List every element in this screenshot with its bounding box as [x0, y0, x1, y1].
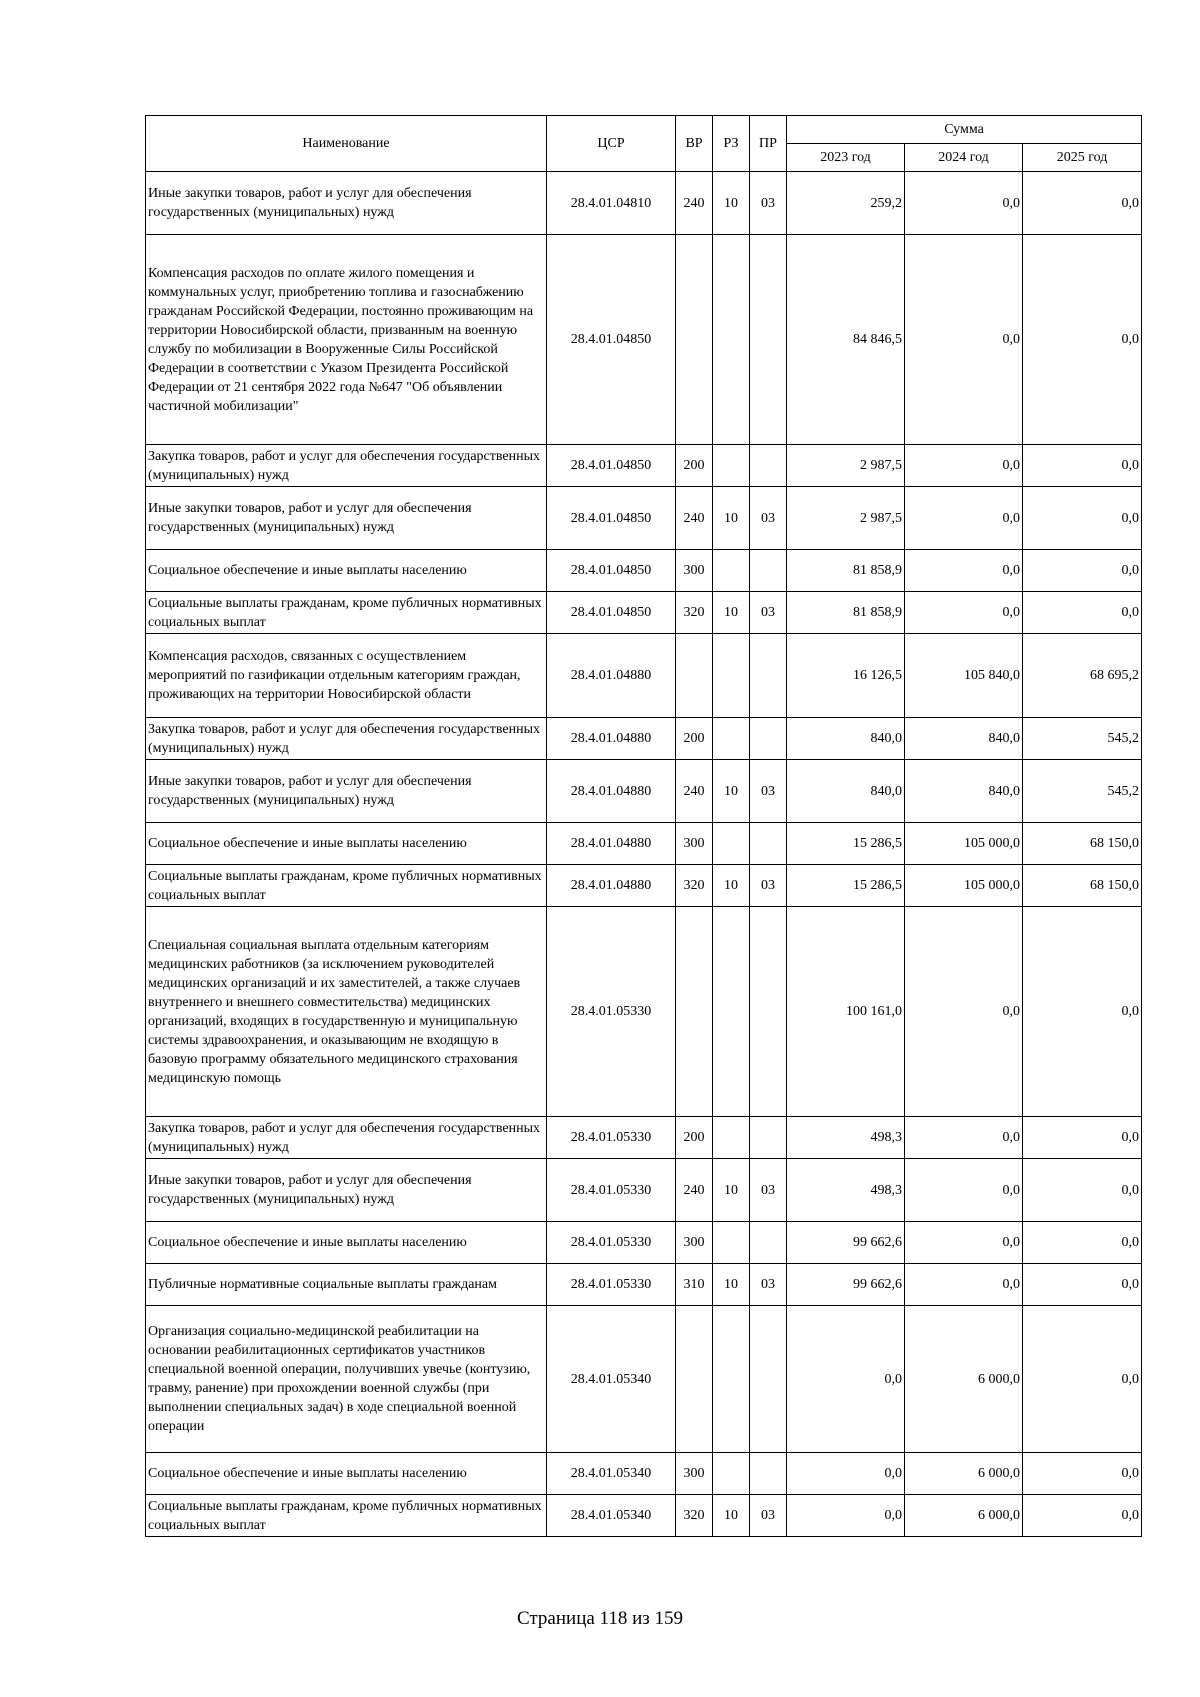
row-csr: 28.4.01.04880	[547, 865, 676, 907]
header-vr: ВР	[676, 116, 713, 172]
row-csr: 28.4.01.05340	[547, 1495, 676, 1537]
row-csr: 28.4.01.04880	[547, 634, 676, 718]
row-rz	[713, 718, 750, 760]
row-csr: 28.4.01.04880	[547, 823, 676, 865]
row-vr: 240	[676, 172, 713, 235]
row-amount-2023: 100 161,0	[787, 907, 905, 1117]
row-vr: 200	[676, 718, 713, 760]
row-amount-2025: 68 150,0	[1023, 865, 1142, 907]
row-amount-2023: 99 662,6	[787, 1222, 905, 1264]
table-row	[146, 1264, 1142, 1306]
row-amount-2025: 0,0	[1023, 592, 1142, 634]
table-row	[146, 1306, 1142, 1453]
row-pr: 03	[750, 1159, 787, 1222]
row-csr: 28.4.01.05340	[547, 1306, 676, 1453]
table-row	[146, 865, 1142, 907]
row-name: Социальное обеспечение и иные выплаты населению	[146, 1453, 547, 1495]
row-vr: 200	[676, 1117, 713, 1159]
row-amount-2025: 545,2	[1023, 760, 1142, 823]
table-row	[146, 907, 1142, 1117]
row-rz	[713, 1117, 750, 1159]
row-pr	[750, 550, 787, 592]
row-amount-2024: 0,0	[905, 1222, 1023, 1264]
row-rz: 10	[713, 865, 750, 907]
row-vr	[676, 1306, 713, 1453]
row-amount-2025: 0,0	[1023, 445, 1142, 487]
row-amount-2024: 0,0	[905, 235, 1023, 445]
row-amount-2023: 15 286,5	[787, 823, 905, 865]
row-pr: 03	[750, 487, 787, 550]
row-csr: 28.4.01.04880	[547, 718, 676, 760]
row-amount-2023: 498,3	[787, 1159, 905, 1222]
row-csr: 28.4.01.05330	[547, 1264, 676, 1306]
row-amount-2025: 68 695,2	[1023, 634, 1142, 718]
row-amount-2025: 0,0	[1023, 550, 1142, 592]
row-amount-2024: 840,0	[905, 760, 1023, 823]
row-pr	[750, 445, 787, 487]
row-csr: 28.4.01.04850	[547, 550, 676, 592]
header-year-2024: 2024 год	[905, 144, 1023, 172]
row-name: Социальные выплаты гражданам, кроме публичных нормативных социальных выплат	[146, 865, 547, 907]
row-name: Закупка товаров, работ и услуг для обеспечения государственных (муниципальных) нужд	[146, 1117, 547, 1159]
row-amount-2024: 0,0	[905, 445, 1023, 487]
row-csr: 28.4.01.04810	[547, 172, 676, 235]
row-rz	[713, 634, 750, 718]
row-csr: 28.4.01.04880	[547, 760, 676, 823]
table-row	[146, 445, 1142, 487]
table-row	[146, 1222, 1142, 1264]
row-rz: 10	[713, 1264, 750, 1306]
table-row	[146, 1453, 1142, 1495]
row-vr: 300	[676, 1453, 713, 1495]
page-number: Страница 118 из 159	[516, 1608, 684, 1629]
row-vr: 300	[676, 1222, 713, 1264]
row-name: Иные закупки товаров, работ и услуг для обеспечения государственных (муниципальных) нужд	[146, 172, 547, 235]
row-csr: 28.4.01.05330	[547, 1159, 676, 1222]
row-csr: 28.4.01.04850	[547, 592, 676, 634]
row-rz	[713, 1222, 750, 1264]
row-name: Социальные выплаты гражданам, кроме публичных нормативных социальных выплат	[146, 1495, 547, 1537]
row-name: Организация социально-медицинской реабилитации на основании реабилитационных сертификатов участников специальной военной операции, получивших увечье (контузию, травму, ранение) при прохождении военной службы (при выполнении специальных задач) в ходе специальной военной операции	[146, 1306, 547, 1453]
row-pr	[750, 823, 787, 865]
row-amount-2024: 6 000,0	[905, 1453, 1023, 1495]
table-row	[146, 718, 1142, 760]
row-name: Закупка товаров, работ и услуг для обеспечения государственных (муниципальных) нужд	[146, 718, 547, 760]
row-rz	[713, 1306, 750, 1453]
row-csr: 28.4.01.04850	[547, 445, 676, 487]
row-rz	[713, 235, 750, 445]
row-vr	[676, 235, 713, 445]
row-pr: 03	[750, 1495, 787, 1537]
row-rz: 10	[713, 592, 750, 634]
header-csr: ЦСР	[547, 116, 676, 172]
row-amount-2025: 0,0	[1023, 1453, 1142, 1495]
header-name: Наименование	[146, 116, 547, 172]
row-name: Социальное обеспечение и иные выплаты населению	[146, 823, 547, 865]
row-amount-2023: 81 858,9	[787, 592, 905, 634]
row-amount-2023: 259,2	[787, 172, 905, 235]
row-rz: 10	[713, 172, 750, 235]
row-vr: 310	[676, 1264, 713, 1306]
header-year-2023: 2023 год	[787, 144, 905, 172]
row-vr: 300	[676, 550, 713, 592]
row-amount-2023: 81 858,9	[787, 550, 905, 592]
row-amount-2024: 105 000,0	[905, 865, 1023, 907]
row-amount-2023: 15 286,5	[787, 865, 905, 907]
table-row	[146, 172, 1142, 235]
table-row	[146, 760, 1142, 823]
row-amount-2025: 0,0	[1023, 1495, 1142, 1537]
row-amount-2025: 68 150,0	[1023, 823, 1142, 865]
table-row	[146, 1159, 1142, 1222]
row-name: Иные закупки товаров, работ и услуг для обеспечения государственных (муниципальных) нужд	[146, 760, 547, 823]
table-row	[146, 823, 1142, 865]
header-rz: РЗ	[713, 116, 750, 172]
row-rz	[713, 823, 750, 865]
row-vr: 200	[676, 445, 713, 487]
row-amount-2024: 105 000,0	[905, 823, 1023, 865]
row-amount-2024: 840,0	[905, 718, 1023, 760]
row-rz: 10	[713, 760, 750, 823]
row-vr	[676, 907, 713, 1117]
row-csr: 28.4.01.05330	[547, 1222, 676, 1264]
row-amount-2025: 0,0	[1023, 1159, 1142, 1222]
row-amount-2023: 99 662,6	[787, 1264, 905, 1306]
row-rz	[713, 550, 750, 592]
row-amount-2024: 0,0	[905, 1159, 1023, 1222]
row-vr: 320	[676, 865, 713, 907]
table-row	[146, 487, 1142, 550]
row-rz	[713, 445, 750, 487]
row-amount-2025: 0,0	[1023, 1264, 1142, 1306]
row-amount-2024: 0,0	[905, 907, 1023, 1117]
row-vr: 240	[676, 760, 713, 823]
row-pr	[750, 235, 787, 445]
budget-table	[145, 115, 1142, 1537]
row-vr: 240	[676, 487, 713, 550]
row-amount-2023: 16 126,5	[787, 634, 905, 718]
row-pr	[750, 634, 787, 718]
row-rz	[713, 907, 750, 1117]
table-body	[146, 172, 1142, 1537]
row-amount-2023: 498,3	[787, 1117, 905, 1159]
row-pr: 03	[750, 760, 787, 823]
row-csr: 28.4.01.04850	[547, 235, 676, 445]
row-name: Компенсация расходов по оплате жилого помещения и коммунальных услуг, приобретению топлива и газоснабжению гражданам Российской Федерации, постоянно проживающим на территории Новосибирской области, призванным на военную службу по мобилизации в Вооруженные Силы Российской Федерации в соответствии с Указом Президента Российской Федерации от 21 сентября 2022 года №647 "Об объявлении частичной мобилизации"	[146, 235, 547, 445]
row-amount-2023: 84 846,5	[787, 235, 905, 445]
row-amount-2025: 0,0	[1023, 1222, 1142, 1264]
row-pr	[750, 1117, 787, 1159]
row-amount-2025: 0,0	[1023, 487, 1142, 550]
row-amount-2023: 2 987,5	[787, 487, 905, 550]
table-row	[146, 1117, 1142, 1159]
row-amount-2023: 840,0	[787, 718, 905, 760]
row-amount-2024: 0,0	[905, 1117, 1023, 1159]
row-name: Социальное обеспечение и иные выплаты населению	[146, 550, 547, 592]
header-pr: ПР	[750, 116, 787, 172]
row-amount-2023: 2 987,5	[787, 445, 905, 487]
table-row	[146, 235, 1142, 445]
header-year-2025: 2025 год	[1023, 144, 1142, 172]
row-amount-2024: 0,0	[905, 172, 1023, 235]
header-sum: Сумма	[787, 116, 1142, 144]
row-pr: 03	[750, 592, 787, 634]
row-amount-2024: 0,0	[905, 487, 1023, 550]
row-rz: 10	[713, 1495, 750, 1537]
row-rz: 10	[713, 1159, 750, 1222]
row-csr: 28.4.01.05330	[547, 907, 676, 1117]
row-pr	[750, 718, 787, 760]
row-name: Иные закупки товаров, работ и услуг для обеспечения государственных (муниципальных) нужд	[146, 1159, 547, 1222]
table-row	[146, 550, 1142, 592]
row-amount-2025: 0,0	[1023, 235, 1142, 445]
row-amount-2023: 0,0	[787, 1306, 905, 1453]
row-name: Компенсация расходов, связанных с осуществлением мероприятий по газификации отдельным категориям граждан, проживающих на территории Новосибирской области	[146, 634, 547, 718]
row-pr	[750, 1222, 787, 1264]
row-amount-2023: 0,0	[787, 1495, 905, 1537]
row-csr: 28.4.01.05330	[547, 1117, 676, 1159]
row-amount-2025: 0,0	[1023, 172, 1142, 235]
row-name: Социальное обеспечение и иные выплаты населению	[146, 1222, 547, 1264]
row-rz: 10	[713, 487, 750, 550]
row-amount-2023: 0,0	[787, 1453, 905, 1495]
row-name: Социальные выплаты гражданам, кроме публичных нормативных социальных выплат	[146, 592, 547, 634]
row-name: Публичные нормативные социальные выплаты гражданам	[146, 1264, 547, 1306]
row-name: Закупка товаров, работ и услуг для обеспечения государственных (муниципальных) нужд	[146, 445, 547, 487]
row-pr: 03	[750, 1264, 787, 1306]
row-vr: 320	[676, 1495, 713, 1537]
row-amount-2024: 0,0	[905, 592, 1023, 634]
row-pr: 03	[750, 865, 787, 907]
row-vr: 240	[676, 1159, 713, 1222]
row-pr: 03	[750, 172, 787, 235]
row-vr: 300	[676, 823, 713, 865]
row-amount-2023: 840,0	[787, 760, 905, 823]
row-vr	[676, 634, 713, 718]
row-amount-2025: 0,0	[1023, 907, 1142, 1117]
row-csr: 28.4.01.04850	[547, 487, 676, 550]
table-row	[146, 634, 1142, 718]
row-amount-2024: 105 840,0	[905, 634, 1023, 718]
row-rz	[713, 1453, 750, 1495]
row-amount-2025: 545,2	[1023, 718, 1142, 760]
row-amount-2024: 0,0	[905, 550, 1023, 592]
row-pr	[750, 1306, 787, 1453]
row-vr: 320	[676, 592, 713, 634]
table-row	[146, 592, 1142, 634]
row-pr	[750, 907, 787, 1117]
row-amount-2025: 0,0	[1023, 1117, 1142, 1159]
row-amount-2024: 6 000,0	[905, 1306, 1023, 1453]
row-csr: 28.4.01.05340	[547, 1453, 676, 1495]
row-pr	[750, 1453, 787, 1495]
row-amount-2025: 0,0	[1023, 1306, 1142, 1453]
row-amount-2024: 0,0	[905, 1264, 1023, 1306]
row-amount-2024: 6 000,0	[905, 1495, 1023, 1537]
row-name: Иные закупки товаров, работ и услуг для обеспечения государственных (муниципальных) нужд	[146, 487, 547, 550]
row-name: Специальная социальная выплата отдельным категориям медицинских работников (за исключением руководителей медицинских организаций и их заместителей, а также случаев внутреннего и внешнего совместительства) медицинских организаций, входящих в государственную и муниципальную системы здравоохранения, и оказывающим не входящую в базовую программу обязательного медицинского страхования медицинскую помощь	[146, 907, 547, 1117]
table-row	[146, 1495, 1142, 1537]
